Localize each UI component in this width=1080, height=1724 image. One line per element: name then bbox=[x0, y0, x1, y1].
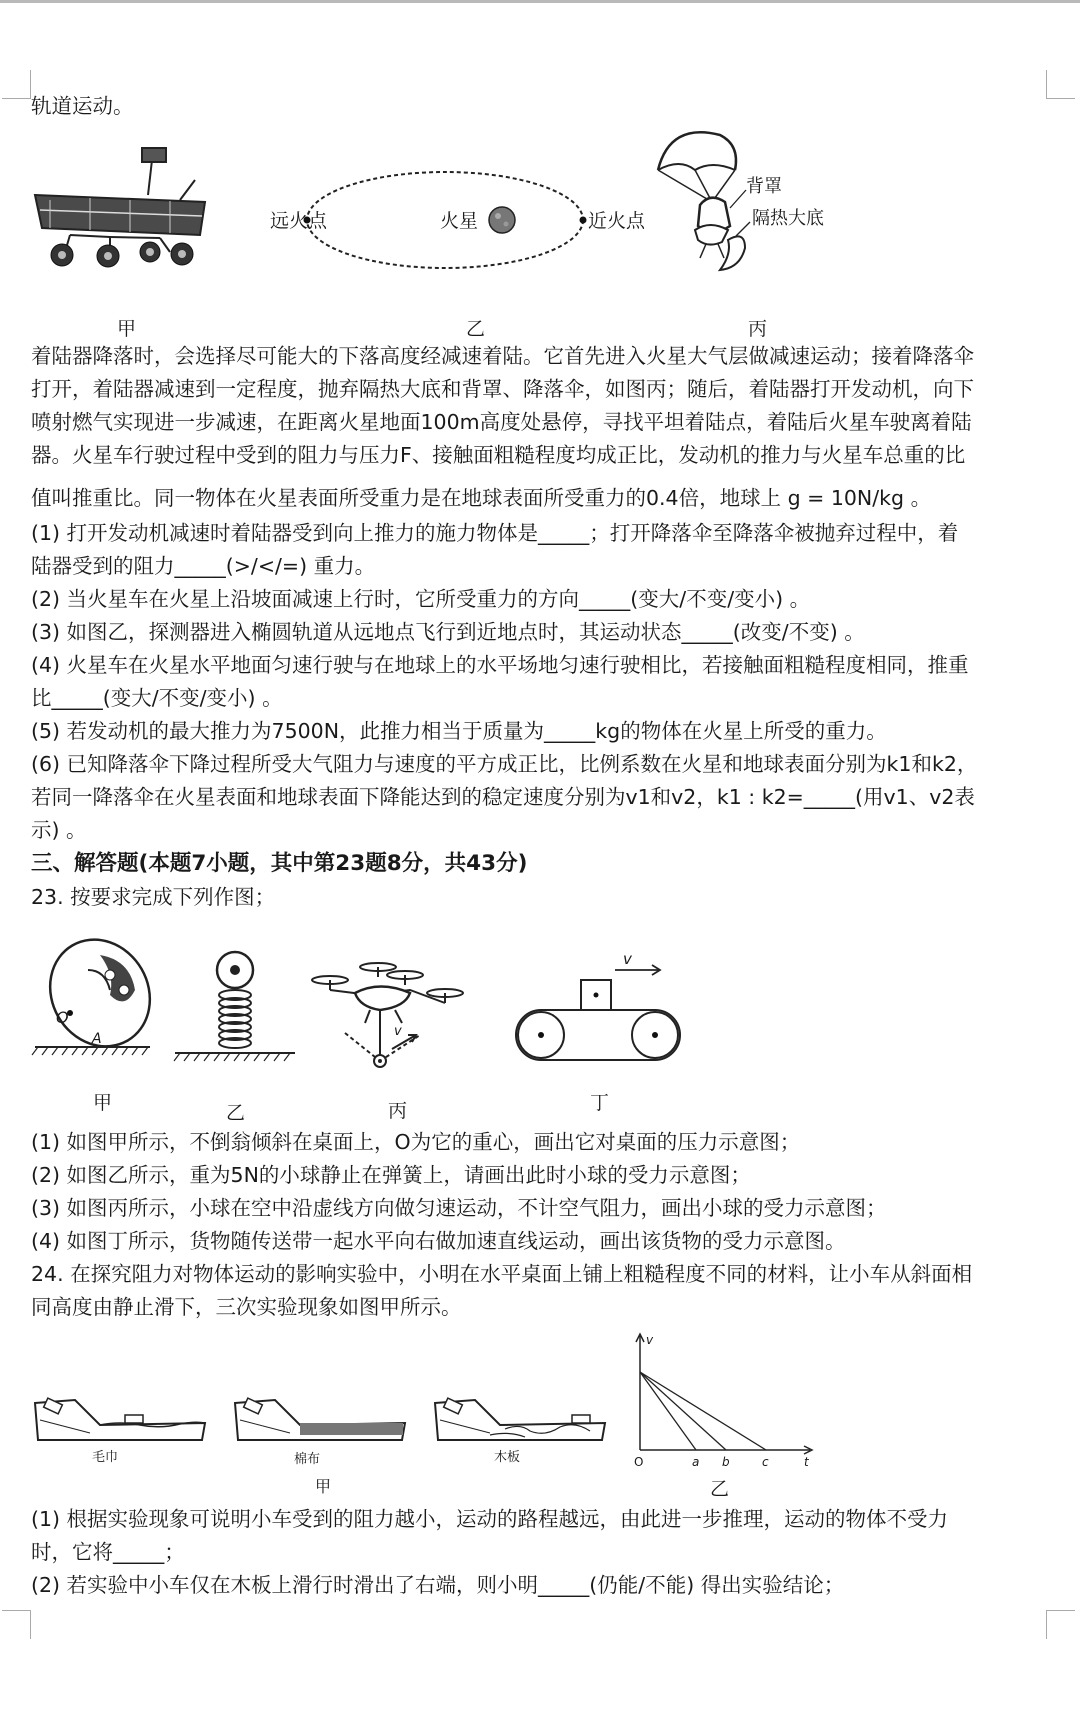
axis-t-label: t bbox=[804, 1455, 809, 1469]
text-line: 着陆器降落时，会选择尽可能大的下落高度经减速着陆。它首先进入火星大气层做减速运动；接着降落伞 bbox=[31, 344, 974, 368]
near-point-dot bbox=[580, 217, 587, 224]
question-text: (3) 如图丙所示，小球在空中沿虚线方向做匀速运动，不计空气阻力，画出小球的受力示意图； bbox=[31, 1196, 887, 1220]
top-border bbox=[0, 0, 1080, 3]
question-text: (1) 打开发动机减速时着陆器受到向上推力的施力物体是_____；打开降落伞至降落伞被抛弃过程中，着 bbox=[31, 521, 959, 545]
tick-b-label: b bbox=[722, 1455, 730, 1469]
caption-bing: 丙 bbox=[388, 1100, 408, 1122]
question-text: (1) 如图甲所示，不倒翁倾斜在桌面上，O为它的重心，画出它对桌面的压力示意图； bbox=[31, 1130, 801, 1154]
question-text: 比_____(变大/不变/变小) 。 bbox=[31, 686, 283, 710]
question-text: 23. 按要求完成下列作图； bbox=[31, 885, 276, 909]
question-text: 24. 在探究阻力对物体运动的影响实验中，小明在水平桌面上铺上粗糙程度不同的材料，让小车从斜面相 bbox=[31, 1262, 973, 1286]
section-heading: 三、解答题(本题7小题，其中第23题8分，共43分) bbox=[31, 851, 528, 876]
caption-jia: 甲 bbox=[117, 318, 137, 340]
mars-planet bbox=[489, 207, 515, 233]
caption-jia: 甲 bbox=[93, 1092, 113, 1114]
tick-a-label: a bbox=[692, 1455, 700, 1469]
question-text: 若同一降落伞在火星表面和地球表面下降能达到的稳定速度分别为v1和v2，k1 : k2=_____(用v1、v2表 bbox=[31, 785, 975, 809]
label-v-drone: v bbox=[394, 1024, 402, 1039]
far-point-label: 远火点 bbox=[270, 210, 328, 232]
tumbler-figure bbox=[30, 935, 160, 1065]
conveyor-figure bbox=[505, 950, 685, 1060]
caption-bing: 丙 bbox=[748, 318, 768, 340]
question-text: (2) 如图乙所示，重为5N的小球静止在弹簧上，请画出此时小球的受力示意图； bbox=[31, 1163, 751, 1187]
corner-mark bbox=[1046, 1610, 1075, 1639]
drone-figure bbox=[310, 955, 470, 1075]
mars-rover-figure bbox=[30, 140, 230, 300]
question-text: (1) 根据实验现象可说明小车受到的阻力越小，运动的路程越远，由此进一步推理，运动的物体不受力 bbox=[31, 1507, 949, 1531]
label-O: O bbox=[56, 1008, 69, 1027]
tick-c-label: c bbox=[762, 1455, 769, 1469]
label-A: A bbox=[92, 1031, 102, 1047]
cotton-ramp-figure bbox=[230, 1385, 410, 1465]
parachute-figure bbox=[650, 130, 860, 300]
text-line: 喷射燃气实现进一步减速，在距离火星地面100m高度处悬停，寻找平坦着陆点，着陆后火星车驶离着陆 bbox=[31, 410, 972, 434]
question-text: (2) 若实验中小车仅在木板上滑行时滑出了右端，则小明_____(仍能/不能) 得出实验结论； bbox=[31, 1573, 845, 1597]
caption-ding: 丁 bbox=[590, 1092, 610, 1114]
corner-mark bbox=[2, 70, 31, 99]
caption-jia: 甲 bbox=[315, 1477, 332, 1496]
board-ramp-figure bbox=[430, 1385, 610, 1465]
text-line: 轨道运动。 bbox=[31, 94, 134, 118]
question-text: 示) 。 bbox=[31, 818, 87, 842]
question-text: 时，它将_____； bbox=[31, 1540, 185, 1564]
towel-ramp-figure bbox=[30, 1385, 210, 1465]
text-line: 器。火星车行驶过程中受到的阻力与压力F、接触面粗糙程度均成正比，发动机的推力与火星车总重的比 bbox=[31, 443, 966, 467]
board-label: 木板 bbox=[494, 1450, 521, 1465]
cotton-label: 棉布 bbox=[294, 1452, 321, 1467]
question-text: (4) 火星车在火星水平地面匀速行驶与在地球上的水平场地匀速行驶相比，若接触面粗糙程度相同，推重 bbox=[31, 653, 969, 677]
mars-label: 火星 bbox=[440, 210, 479, 232]
axis-v-label: v bbox=[646, 1333, 654, 1347]
caption-yi: 乙 bbox=[466, 318, 486, 340]
text-line: 打开，着陆器减速到一定程度，抛弃隔热大底和背罩、降落伞，如图丙；随后，着陆器打开发动机，向下 bbox=[31, 377, 974, 401]
origin-label: O bbox=[634, 1455, 644, 1469]
question-text: (6) 已知降落伞下降过程所受大气阻力与速度的平方成正比，比例系数在火星和地球表面分别为k1和k2， bbox=[31, 752, 978, 776]
label-v-belt: v bbox=[623, 950, 632, 968]
corner-mark bbox=[2, 1610, 31, 1639]
vt-graph-figure bbox=[630, 1330, 820, 1470]
towel-label: 毛巾 bbox=[92, 1450, 119, 1465]
spring-figure bbox=[170, 945, 300, 1075]
orbit-figure bbox=[270, 160, 646, 280]
question-text: 陆器受到的阻力_____(>/</=) 重力。 bbox=[31, 554, 376, 578]
corner-mark bbox=[1046, 70, 1075, 99]
question-text: 同高度由静止滑下，三次实验现象如图甲所示。 bbox=[31, 1295, 462, 1319]
question-text: (5) 若发动机的最大推力为7500N，此推力相当于质量为_____kg的物体在火星上所受的重力。 bbox=[31, 719, 887, 743]
caption-yi: 乙 bbox=[226, 1102, 246, 1124]
caption-yi: 乙 bbox=[710, 1478, 730, 1500]
question-text: (3) 如图乙，探测器进入椭圆轨道从远地点飞行到近地点时，其运动状态_____(改变/不变) 。 bbox=[31, 620, 865, 644]
question-text: (2) 当火星车在火星上沿坡面减速上行时，它所受重力的方向_____(变大/不变/变小) 。 bbox=[31, 587, 811, 611]
question-text: (4) 如图丁所示，货物随传送带一起水平向右做加速直线运动，画出该货物的受力示意图。 bbox=[31, 1229, 846, 1253]
near-point-label: 近火点 bbox=[588, 210, 646, 232]
heat-shield-label: 隔热大底 bbox=[752, 208, 824, 229]
text-line: 值叫推重比。同一物体在火星表面所受重力是在地球表面所受重力的0.4倍，地球上 g = 10N/kg 。 bbox=[31, 486, 932, 510]
back-cover-label: 背罩 bbox=[746, 176, 782, 197]
